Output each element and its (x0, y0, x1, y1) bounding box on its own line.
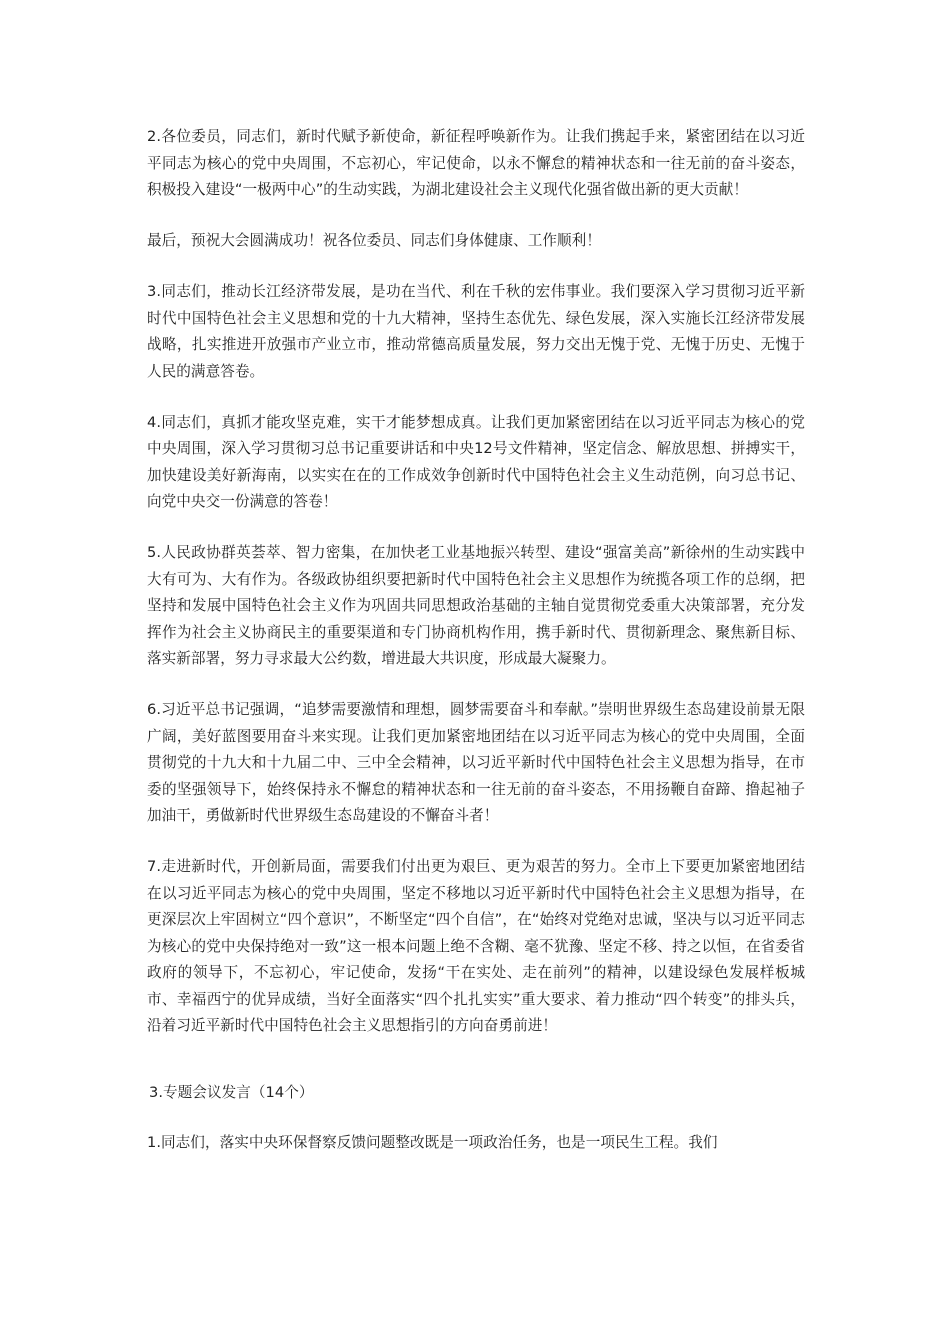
paragraph-5-xuzhou: 5.人民政协群英荟萃、智力密集，在加快老工业基地振兴转型、建设“强富美高”新徐州的生动实践中大有可为、大有作为。各级政协组织要把新时代中国特色社会主义思想作为统揽各项工作的总纲，把坚持和发展中国特色社会主义作为巩固共同思想政治基础的主轴自觉贯彻党委重大决策部署，充分发挥作为社会主义协商民主的重要渠道和专门协商机构作用，携手新时代、贯彻新理念、聚焦新目标、落实新部署，努力寻求最大公约数，增进最大共识度，形成最大凝聚力。 (147, 544, 805, 667)
paragraph-6-chongming: 6.习近平总书记强调，“追梦需要激情和理想，圆梦需要奋斗和奉献。”崇明世界级生态岛建设前景无限广阔，美好蓝图要用奋斗来实现。让我们更加紧密地团结在以习近平同志为核心的党中央周围，全面贯彻党的十九大和十九届二中、三中全会精神，以习近平新时代中国特色社会主义思想为指导，在市委的坚强领导下，始终保持永不懈怠的精神状态和一往无前的奋斗姿态，不用扬鞭自奋蹄、撸起袖子加油干，勇做新时代世界级生态岛建设的不懈奋斗者！ (147, 701, 805, 824)
document-body (147, 124, 805, 1181)
paragraph-4-hainan: 4.同志们，真抓才能攻坚克难，实干才能梦想成真。让我们更加紧密团结在以习近平同志为核心的党中央周围，深入学习贯彻习总书记重要讲话和中央12号文件精神，坚定信念、解放思想、拼搏实干，加快建设美好新海南，以实实在在的工作成效争创新时代中国特色社会主义生动范例，向习总书记、向党中央交一份满意的答卷！ (147, 413, 805, 510)
paragraph-3-yangtze-economic-belt: 3.同志们，推动长江经济带发展，是功在当代、利在千秋的宏伟事业。我们要深入学习贯彻习近平新时代中国特色社会主义思想和党的十九大精神，坚持生态优先、绿色发展，深入实施长江经济带发展战略，扎实推进开放强市产业立市，推动常德高质量发展，努力交出无愧于党、无愧于历史、无愧于人民的满意答卷。 (147, 283, 805, 380)
paragraph-closing-wishes: 最后，预祝大会圆满成功！祝各位委员、同志们身体健康、工作顺利！ (147, 232, 601, 249)
section-heading: 3.专题会议发言（14个） (149, 1083, 314, 1101)
paragraph-2-committee-members: 2.各位委员，同志们，新时代赋予新使命，新征程呼唤新作为。让我们携起手来，紧密团结在以习近平同志为核心的党中央周围，不忘初心，牢记使命，以永不懈怠的精神状态和一往无前的奋斗姿态，积极投入建设“一极两中心”的生动实践，为湖北建设社会主义现代化强省做出新的更大贡献！ (147, 128, 805, 198)
paragraph-1-environmental-inspection: 1.同志们，落实中央环保督察反馈问题整改既是一项政治任务，也是一项民生工程。我们 (147, 1134, 718, 1151)
paragraph-7-xining: 7.走进新时代，开创新局面，需要我们付出更为艰巨、更为艰苦的努力。全市上下要更加紧密地团结在以习近平同志为核心的党中央周围，坚定不移地以习近平新时代中国特色社会主义思想为指导，在更深层次上牢固树立“四个意识”，不断坚定“四个自信”，在“始终对党绝对忠诚，坚决与以习近平同志为核心的党中央保持绝对一致”这一根本问题上绝不含糊、毫不犹豫、坚定不移、持之以恒，在省委省政府的领导下，不忘初心，牢记使命，发扬“干在实处、走在前列”的精神，以建设绿色发展样板城市、幸福西宁的优异成绩，当好全面落实“四个扎扎实实”重大要求、着力推动“四个转变”的排头兵，沿着习近平新时代中国特色社会主义思想指引的方向奋勇前进！ (147, 858, 805, 1034)
